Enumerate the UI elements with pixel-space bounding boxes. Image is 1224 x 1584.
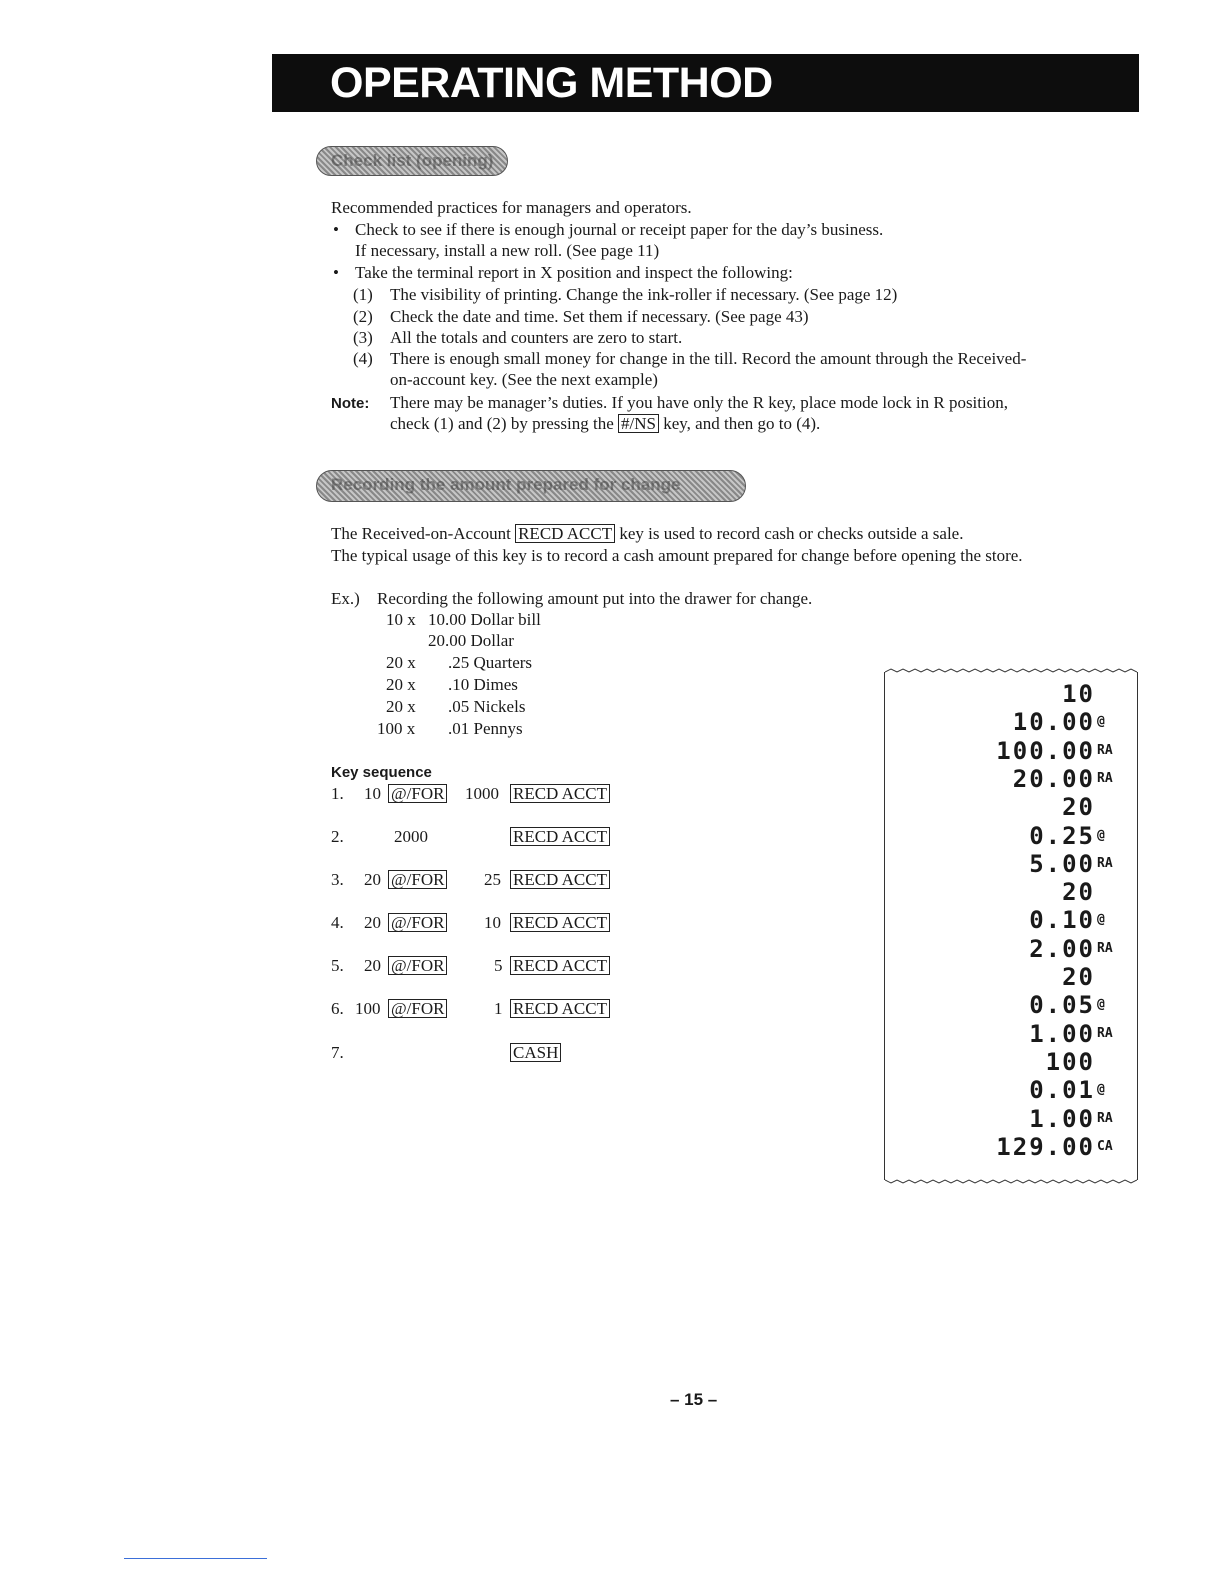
receipt-line-value: 20: [1062, 793, 1095, 822]
check-item: There is enough small money for change in the till. Record the amount through the Received-: [390, 349, 1027, 368]
footer-line: [124, 1558, 267, 1559]
step-amount: 2000: [394, 827, 428, 846]
receipt-line-value: 100.00: [996, 736, 1095, 765]
ns-key: #/NS: [618, 414, 659, 433]
step-qty: 20: [364, 956, 381, 975]
step-amount: 10: [484, 913, 501, 932]
amount-qty: 100 x: [377, 719, 416, 738]
receipt-line-value: 0.25: [1029, 821, 1095, 850]
recd-intro-line-1: [331, 523, 963, 544]
check-item: The visibility of printing. Change the ink-roller if necessary. (See page 12): [390, 285, 898, 304]
section-heading-checklist-text: Check list (opening): [331, 151, 494, 170]
note-line-2-end: key, and then go to (4).: [663, 414, 821, 433]
recd-intro-line-2: The typical usage of this key is to record a cash amount prepared for change before opening the store.: [331, 546, 1023, 565]
page-title-banner: [272, 54, 1139, 112]
recd-intro-start: The Received-on-Account: [331, 524, 511, 543]
note-line-2: [390, 413, 820, 434]
for-key-label: @/FOR: [388, 870, 447, 889]
for-key-label: @/FOR: [388, 999, 447, 1018]
receipt-line: [996, 1132, 1113, 1161]
recd-acct-key-label: RECD ACCT: [510, 784, 610, 803]
receipt-line-value: 0.05: [1029, 991, 1095, 1020]
for-key: [388, 998, 447, 1019]
receipt-line: [996, 736, 1113, 765]
bullet-text-1-cont: If necessary, install a new roll. (See page 11): [355, 241, 660, 260]
receipt-line: [1029, 906, 1105, 935]
receipt-line-value: 20.00: [1012, 764, 1095, 793]
recd-acct-key: [510, 826, 610, 847]
receipt-tear-bottom: [885, 1176, 1137, 1184]
check-item: Check the date and time. Set them if necessary. (See page 43): [390, 307, 809, 326]
step-num: 6.: [331, 999, 344, 1018]
receipt-line-symbol: RA: [1097, 770, 1113, 786]
amount-qty: 20 x: [386, 675, 416, 694]
step-amount: 25: [484, 870, 501, 889]
checklist-intro: Recommended practices for managers and operators.: [331, 198, 692, 217]
step-amount: 1000: [465, 784, 499, 803]
receipt-line: [1046, 1048, 1095, 1076]
receipt-line-symbol: CA: [1097, 1138, 1113, 1154]
receipt-line: [1062, 793, 1095, 821]
receipt-line-value: 100: [1045, 1047, 1095, 1076]
for-key: [388, 955, 447, 976]
for-key-label: @/FOR: [388, 784, 447, 803]
page-title: OPERATING METHOD: [330, 59, 773, 107]
receipt-line-symbol: @: [1097, 1082, 1105, 1098]
note-label: Note:: [331, 395, 370, 412]
receipt-line-value: 0.10: [1029, 906, 1095, 935]
cash-key-label: CASH: [510, 1043, 561, 1062]
receipt-line-symbol: RA: [1097, 1025, 1113, 1041]
recd-acct-key: RECD ACCT: [515, 524, 615, 543]
recd-acct-key: [510, 912, 610, 933]
receipt-line: [1062, 680, 1095, 708]
recd-acct-key-label: RECD ACCT: [510, 999, 610, 1018]
receipt-line-symbol: @: [1097, 912, 1105, 928]
receipt-line-value: 0.01: [1029, 1076, 1095, 1105]
bullet-text-1: Check to see if there is enough journal or receipt paper for the day’s business.: [355, 220, 884, 239]
amount-qty: 10 x: [386, 610, 416, 629]
page-number: – 15 –: [670, 1390, 718, 1409]
receipt-line-value: 10.00: [1012, 708, 1095, 737]
example-label: Ex.): [331, 589, 360, 608]
receipt-line: [1029, 849, 1113, 878]
receipt-line-value: 20: [1062, 963, 1095, 991]
check-item-num: (2): [353, 307, 373, 326]
receipt-line-symbol: @: [1097, 827, 1105, 843]
receipt-printout: [884, 672, 1138, 1180]
section-heading-recording: [316, 470, 746, 502]
step-amount: 1: [494, 999, 503, 1018]
amount-qty: 20 x: [386, 697, 416, 716]
step-amount: 5: [494, 956, 503, 975]
note-line-1: There may be manager’s duties. If you have only the R key, place mode lock in R position,: [390, 393, 1008, 412]
receipt-line-symbol: @: [1097, 997, 1105, 1013]
receipt-line: [1062, 963, 1095, 991]
key-sequence-label: Key sequence: [331, 764, 432, 781]
recd-acct-key-label: RECD ACCT: [510, 827, 610, 846]
step-num: 4.: [331, 913, 344, 932]
receipt-line-symbol: RA: [1097, 940, 1113, 956]
recd-acct-key: [510, 869, 610, 890]
receipt-line-symbol: @: [1097, 714, 1105, 730]
recd-acct-key-label: RECD ACCT: [510, 870, 610, 889]
receipt-line: [1029, 1076, 1105, 1105]
section-heading-recording-text: Recording the amount prepared for change: [331, 475, 681, 494]
bullet-dot-1: •: [333, 220, 339, 239]
check-item-num: (3): [353, 328, 373, 347]
receipt-line-value: 1.00: [1029, 1104, 1095, 1133]
receipt-line: [1029, 1019, 1113, 1048]
receipt-line-value: 129.00: [996, 1132, 1095, 1161]
step-num: 1.: [331, 784, 344, 803]
receipt-line: [1029, 934, 1113, 963]
cash-key: [510, 1042, 561, 1063]
example-text: Recording the following amount put into the drawer for change.: [377, 589, 813, 608]
amount-value: .10 Dimes: [448, 675, 518, 694]
receipt-line: [1029, 991, 1105, 1020]
check-item: All the totals and counters are zero to start.: [390, 328, 683, 347]
step-num: 2.: [331, 827, 344, 846]
amount-qty: 20 x: [386, 653, 416, 672]
amount-value: 20.00 Dollar: [428, 631, 514, 650]
receipt-line-value: 10: [1062, 680, 1095, 708]
bullet-text-2: Take the terminal report in X position and inspect the following:: [355, 263, 793, 282]
recd-intro-end: key is used to record cash or checks outside a sale.: [619, 524, 964, 543]
receipt-line-value: 1.00: [1029, 1019, 1095, 1048]
step-num: 7.: [331, 1043, 344, 1062]
amount-value: .05 Nickels: [448, 697, 526, 716]
for-key: [388, 869, 447, 890]
receipt-line-symbol: RA: [1097, 855, 1113, 871]
recd-acct-key: [510, 955, 610, 976]
bullet-dot-2: •: [333, 263, 339, 282]
step-num: 3.: [331, 870, 344, 889]
receipt-tear-top: [885, 668, 1137, 676]
receipt-line: [1062, 878, 1095, 906]
receipt-line-symbol: RA: [1097, 742, 1113, 758]
for-key: [388, 783, 447, 804]
for-key-label: @/FOR: [388, 913, 447, 932]
step-qty: 10: [364, 784, 381, 803]
recd-acct-key-label: RECD ACCT: [510, 913, 610, 932]
amount-value: 10.00 Dollar bill: [428, 610, 541, 629]
step-qty: 20: [364, 870, 381, 889]
receipt-line-value: 5.00: [1029, 849, 1095, 878]
for-key-label: @/FOR: [388, 956, 447, 975]
receipt-line: [1012, 764, 1113, 793]
recd-acct-key: [510, 998, 610, 1019]
receipt-line: [1029, 1104, 1113, 1133]
step-qty: 20: [364, 913, 381, 932]
for-key: [388, 912, 447, 933]
recd-acct-key-label: RECD ACCT: [510, 956, 610, 975]
step-qty: 100: [355, 999, 381, 1018]
note-line-2-start: check (1) and (2) by pressing the: [390, 414, 614, 433]
receipt-line-value: 2.00: [1029, 934, 1095, 963]
recd-acct-key: [510, 783, 610, 804]
receipt-line: [1029, 821, 1105, 850]
amount-value: .01 Pennys: [448, 719, 523, 738]
step-num: 5.: [331, 956, 344, 975]
receipt-line-value: 20: [1062, 878, 1095, 907]
check-item-num: (1): [353, 285, 373, 304]
check-item-num: (4): [353, 349, 373, 368]
receipt-line-symbol: RA: [1097, 1110, 1113, 1126]
section-heading-checklist: [316, 146, 508, 176]
receipt-line: [1012, 708, 1105, 737]
check-item-cont: on-account key. (See the next example): [390, 370, 658, 389]
amount-value: .25 Quarters: [448, 653, 533, 672]
